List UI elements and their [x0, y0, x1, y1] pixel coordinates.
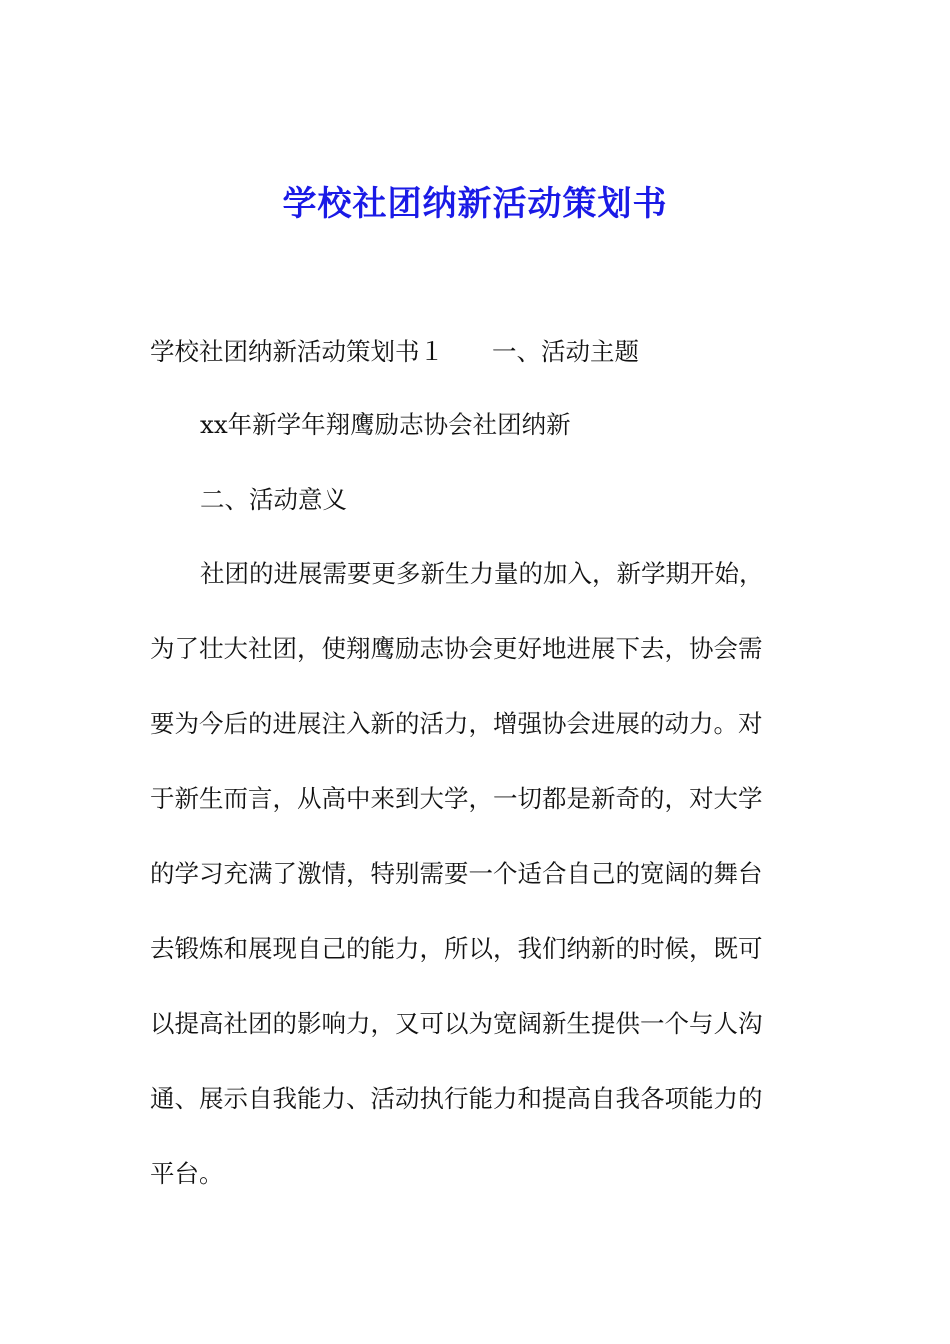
paragraph-line: 以提高社团的影响力，又可以为宽阔新生提供一个与人沟: [150, 1009, 763, 1038]
paragraph-line: 通、展示自我能力、活动执行能力和提高自我各项能力的: [150, 1084, 763, 1113]
paragraph-line: 社团的进展需要更多新生力量的加入，新学期开始，: [200, 559, 764, 588]
paragraph-line: 平台。: [150, 1159, 224, 1188]
heading-line: [150, 332, 639, 372]
paragraph-line: 的学习充满了激情，特别需要一个适合自己的宽阔的舞台: [150, 859, 763, 888]
document-title: 学校社团纳新活动策划书: [282, 184, 668, 224]
section-2-heading: 二、活动意义: [200, 485, 347, 514]
paragraph-line: 于新生而言，从高中来到大学，一切都是新奇的，对大学: [150, 784, 763, 813]
paragraph-line: 为了壮大社团，使翔鹰励志协会更好地进展下去，协会需: [150, 634, 763, 663]
theme-text: xx年新学年翔鹰励志协会社团纳新: [200, 410, 571, 439]
significance-paragraph: [150, 554, 790, 1229]
document-reference: 学校社团纳新活动策划书１: [150, 337, 444, 366]
section-1-heading: 一、活动主题: [492, 337, 639, 366]
paragraph-line: 去锻炼和展现自己的能力，所以，我们纳新的时候，既可: [150, 934, 763, 963]
paragraph-line: 要为今后的进展注入新的活力，增强协会进展的动力。对: [150, 709, 763, 738]
